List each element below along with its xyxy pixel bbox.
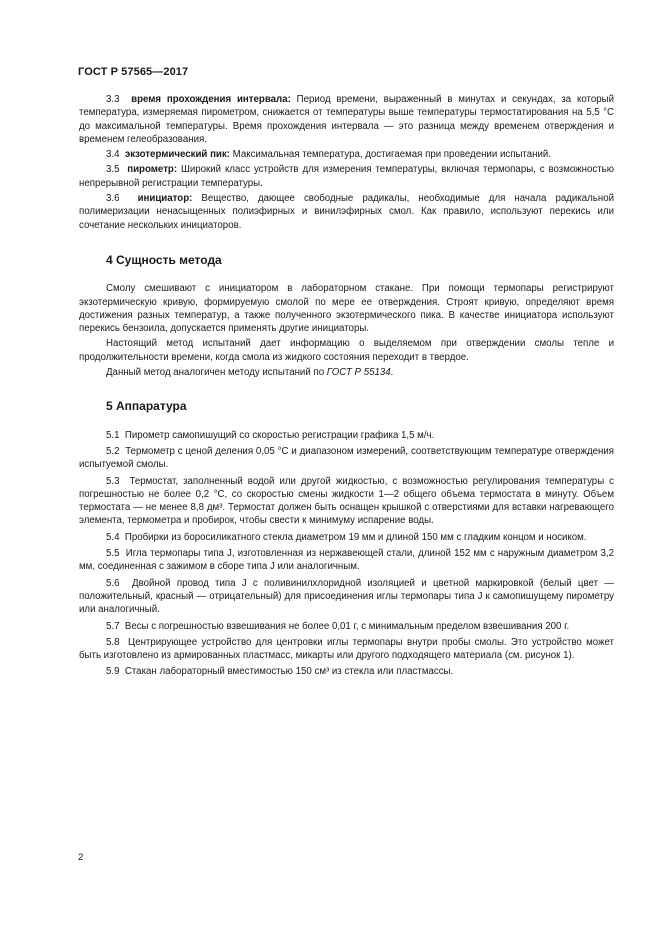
definition-term: экзотермический пик: xyxy=(124,149,230,161)
definition-term: пирометр: xyxy=(127,164,178,176)
item-number: 5.6 xyxy=(106,577,120,589)
section-4-paragraph xyxy=(79,366,614,379)
paragraph-text: Данный метод аналогичен методу испытаний по xyxy=(106,367,327,379)
definition-3-3 xyxy=(79,93,614,146)
item-number: 5.1 xyxy=(106,429,120,441)
apparatus-item-5-9 xyxy=(79,665,614,678)
item-text: Термометр с ценой деления 0,05 °С и диапазоном измерений, соответствующим температуре отверждения испытуемой смолы. xyxy=(79,445,614,471)
definition-text: Широкий класс устройств для измерения температуры, включая термопары, с возможностью непрерывной регистрации температуры. xyxy=(79,164,614,189)
definition-term: инициатор: xyxy=(137,193,193,205)
item-number: 5.2 xyxy=(106,445,120,457)
item-number: 5.7 xyxy=(106,620,120,632)
definition-text: Вещество, дающее свободные радикалы, необходимые для начала радикальной полимеризации ненасыщенных полиэфирных и винилэфирных смол. Как правило, используют перекись или сочетание нескольких инициаторов. xyxy=(79,193,614,231)
document-header: ГОСТ Р 57565—2017 xyxy=(78,66,189,78)
document-body xyxy=(79,93,614,679)
apparatus-item-5-8 xyxy=(79,636,614,663)
section-4-paragraph: Смолу смешивают с инициатором в лабораторном стакане. При помощи термопары регистрируют экзотермическую кривую, формируемую смолой по мере ее отверждения. Строят кривую, определяют время достижения разных температур, а также полученного экзотермического пика. В качестве инициатора используют перекись бензоила, допускается применять другие инициаторы. xyxy=(79,283,614,335)
section-4-heading: 4 Сущность метода xyxy=(106,252,222,267)
apparatus-item-5-6 xyxy=(79,577,614,617)
definition-text: Максимальная температура, достигаемая при проведении испытаний. xyxy=(229,149,551,161)
definition-3-6 xyxy=(79,192,614,232)
apparatus-item-5-7 xyxy=(79,620,614,633)
definition-number: 3.3 xyxy=(106,94,120,105)
item-number: 5.8 xyxy=(106,636,120,648)
apparatus-item-5-4 xyxy=(79,531,614,544)
item-text: Весы с погрешностью взвешивания не более 0,01 г, с минимальным пределом взвешивания 200 г. xyxy=(124,620,570,632)
item-text: Игла термопары типа J, изготовленная из нержавеющей стали, длиной 152 мм с наружным диаметром 3,2 мм, соединенная с зажимом в сборе типа J или аналогичным. xyxy=(79,548,614,573)
item-number: 5.3 xyxy=(106,475,120,487)
definition-text: Период времени, выраженный в минутах и секундах, за который температура, измеряемая пирометром, снижается от температуры выше температуры термостатирования на 5,5 °С до максимальной температуры. Время прохождения интервала — это разница между временем отверждения и временем гелеобразования. xyxy=(79,94,615,145)
item-text: Центрирующее устройство для центровки иглы термопары внутри пробы смолы. Это устройство может быть изготовлено из армированных пластмасс, микарты или другого подходящего материала (см. рисунок 1). xyxy=(79,636,614,662)
definition-3-5 xyxy=(79,163,614,190)
definition-3-4 xyxy=(79,148,614,161)
item-text: Пробирки из боросиликатного стекла диаметром 19 мм и длиной 150 мм с гладким концом и носиком. xyxy=(124,531,587,543)
apparatus-item-5-3 xyxy=(79,475,614,528)
item-number: 5.5 xyxy=(106,548,120,560)
item-text: Стакан лабораторный вместимостью 150 см³ из стекла или пластмассы. xyxy=(124,666,454,678)
definition-term: время прохождения интервала: xyxy=(131,94,291,105)
item-text: Термостат, заполненный водой или другой жидкостью, с возможностью регулирования температуры с погрешностью не более 0,2 °С, со скоростью смены жидкости 1—2 общего объема термостата в минуту. Объем термостата — не менее 8,8 дм³. Термостат должен быть оснащен крышкой с отверстиями для вставки нагревающего элемента, термометра и пробирок, чтобы свести к минимуму испарение воды. xyxy=(79,475,615,527)
apparatus-item-5-2 xyxy=(79,445,614,472)
paragraph-text: . xyxy=(390,367,394,379)
definition-number: 3.5 xyxy=(106,164,120,176)
definition-number: 3.4 xyxy=(106,149,120,161)
standard-reference: ГОСТ Р 55134 xyxy=(326,367,391,379)
apparatus-item-5-5 xyxy=(79,547,614,574)
section-5-heading: 5 Аппаратура xyxy=(106,399,187,414)
item-text: Двойной провод типа J с поливинилхлоридной изоляцией и цветной маркировкой (белый цвет — положительный, красный — отрицательный) для присоединения иглы термопары типа J к самопишущему пирометру или аналогичный. xyxy=(79,577,614,616)
item-number: 5.9 xyxy=(106,666,120,678)
page-number: 2 xyxy=(78,852,84,863)
item-text: Пирометр самопишущий со скоростью регистрации графика 1,5 м/ч. xyxy=(124,429,435,441)
section-4-paragraph: Настоящий метод испытаний дает информацию о выделяемом при отверждении смолы тепле и продолжительности времени, когда смола из жидкого состояния переходит в твердое. xyxy=(79,338,614,363)
definition-number: 3.6 xyxy=(106,193,120,205)
item-number: 5.4 xyxy=(106,531,120,543)
apparatus-item-5-1 xyxy=(79,429,614,442)
